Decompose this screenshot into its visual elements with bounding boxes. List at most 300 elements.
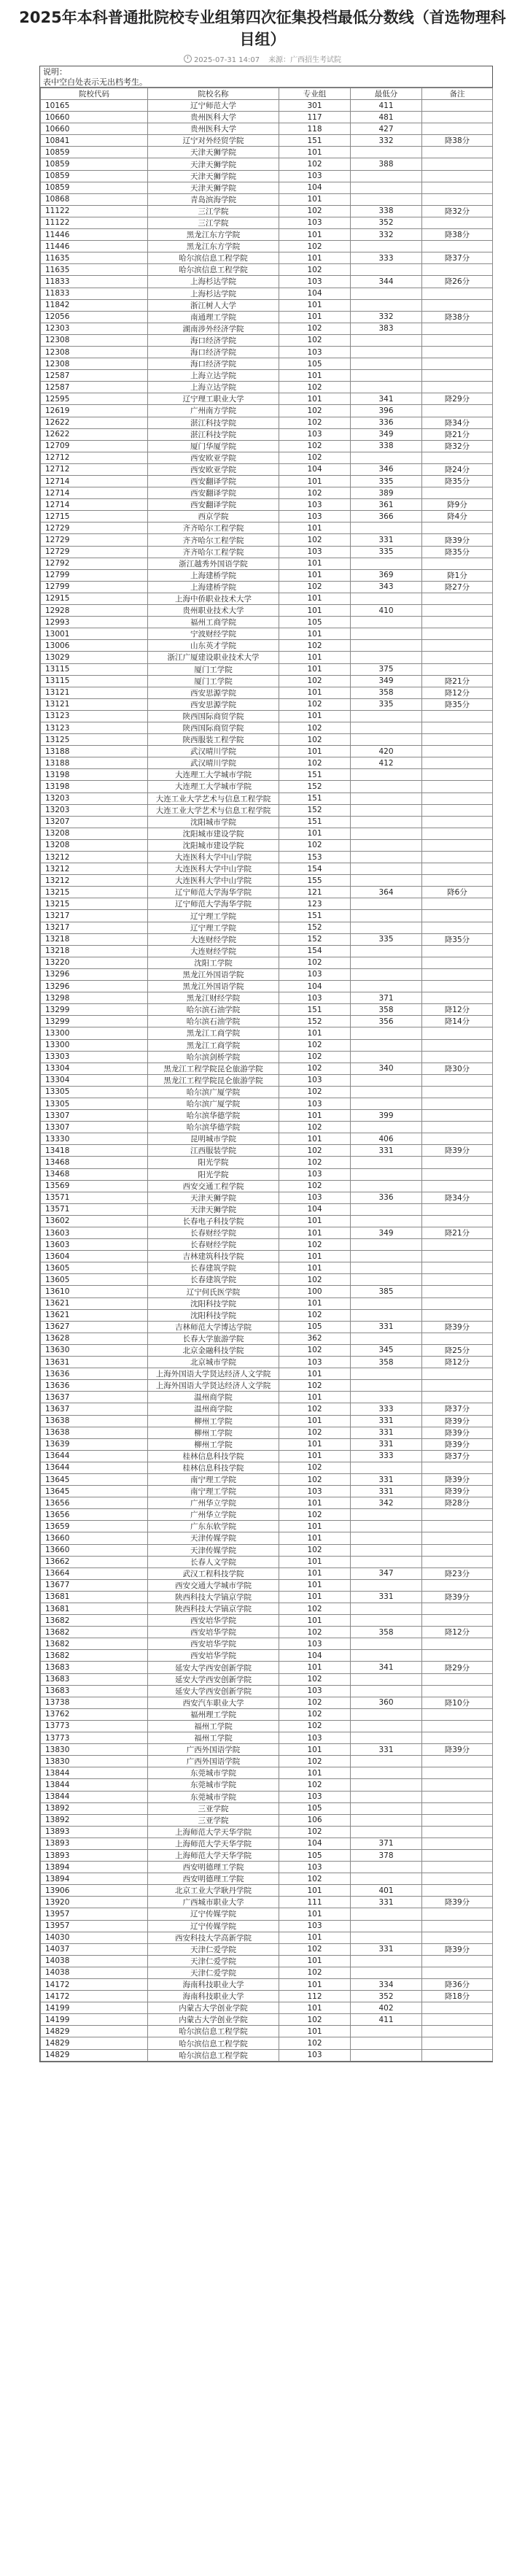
cell-name: 三亚学院 bbox=[148, 1802, 279, 1814]
table-row bbox=[41, 1591, 493, 1603]
cell-group: 105 bbox=[279, 1802, 351, 1814]
cell-group: 102 bbox=[279, 1544, 351, 1556]
cell-name: 三江学院 bbox=[148, 205, 279, 217]
table-row bbox=[41, 910, 493, 922]
cell-group: 101 bbox=[279, 147, 351, 158]
cell-code: 13299 bbox=[41, 1004, 148, 1016]
cell-remark bbox=[422, 1650, 493, 1662]
cell-name: 大连医科大学中山学院 bbox=[148, 852, 279, 863]
table-row bbox=[41, 1908, 493, 1920]
cell-name: 陕西科技大学镐京学院 bbox=[148, 1603, 279, 1615]
cell-remark: 降37分 bbox=[422, 1450, 493, 1462]
cell-score bbox=[351, 334, 422, 346]
cell-remark bbox=[422, 346, 493, 358]
cell-name: 黑龙江东方学院 bbox=[148, 229, 279, 241]
cell-code: 13762 bbox=[41, 1708, 148, 1720]
table-row bbox=[41, 1556, 493, 1567]
cell-remark: 降23分 bbox=[422, 1567, 493, 1579]
cell-remark: 降35分 bbox=[422, 933, 493, 945]
cell-group: 103 bbox=[279, 968, 351, 980]
cell-score bbox=[351, 370, 422, 382]
cell-remark bbox=[422, 922, 493, 933]
cell-remark bbox=[422, 487, 493, 499]
cell-remark bbox=[422, 147, 493, 158]
table-row bbox=[41, 2049, 493, 2061]
cell-code: 13677 bbox=[41, 1579, 148, 1591]
cell-group: 102 bbox=[279, 1967, 351, 1978]
cell-group: 102 bbox=[279, 487, 351, 499]
cell-group: 102 bbox=[279, 1462, 351, 1473]
cell-code: 13660 bbox=[41, 1544, 148, 1556]
cell-group: 102 bbox=[279, 1873, 351, 1885]
cell-code: 13844 bbox=[41, 1779, 148, 1791]
cell-score bbox=[351, 1556, 422, 1567]
cell-group: 102 bbox=[279, 534, 351, 546]
table-row bbox=[41, 1063, 493, 1074]
cell-group: 101 bbox=[279, 1591, 351, 1603]
cell-group: 103 bbox=[279, 1486, 351, 1497]
cell-group: 101 bbox=[279, 628, 351, 640]
cell-name: 北京金融科技学院 bbox=[148, 1344, 279, 1356]
cell-name: 长春建筑学院 bbox=[148, 1262, 279, 1274]
cell-score: 331 bbox=[351, 1473, 422, 1485]
cell-name: 黑龙江工程学院昆仑旅游学院 bbox=[148, 1063, 279, 1074]
cell-group: 102 bbox=[279, 1673, 351, 1685]
cell-score bbox=[351, 182, 422, 193]
cell-name: 大连医科大学中山学院 bbox=[148, 875, 279, 887]
table-row bbox=[41, 1403, 493, 1415]
cell-group: 112 bbox=[279, 1991, 351, 2002]
cell-remark bbox=[422, 898, 493, 910]
cell-code: 13220 bbox=[41, 957, 148, 968]
cell-code: 13773 bbox=[41, 1732, 148, 1744]
cell-group: 103 bbox=[279, 1862, 351, 1873]
table-row bbox=[41, 123, 493, 135]
cell-remark bbox=[422, 522, 493, 534]
cell-score bbox=[351, 898, 422, 910]
table-row bbox=[41, 346, 493, 358]
table-row bbox=[41, 452, 493, 463]
cell-code: 13682 bbox=[41, 1615, 148, 1627]
cell-code: 12712 bbox=[41, 452, 148, 463]
cell-score bbox=[351, 1826, 422, 1837]
cell-group: 104 bbox=[279, 182, 351, 193]
table-row bbox=[41, 1979, 493, 1991]
cell-name: 黑龙江外国语学院 bbox=[148, 968, 279, 980]
cell-group: 105 bbox=[279, 1321, 351, 1333]
cell-group: 102 bbox=[279, 839, 351, 851]
cell-score bbox=[351, 1802, 422, 1814]
table-row bbox=[41, 1791, 493, 1802]
table-row bbox=[41, 1897, 493, 1908]
cell-remark bbox=[422, 1333, 493, 1344]
cell-group: 154 bbox=[279, 863, 351, 875]
cell-score bbox=[351, 1708, 422, 1720]
cell-code: 14030 bbox=[41, 1932, 148, 1943]
cell-remark bbox=[422, 112, 493, 123]
cell-name: 上海师范大学天华学院 bbox=[148, 1849, 279, 1861]
cell-group: 154 bbox=[279, 945, 351, 957]
cell-remark bbox=[422, 605, 493, 617]
cell-remark bbox=[422, 1849, 493, 1861]
cell-group: 101 bbox=[279, 652, 351, 663]
cell-group: 102 bbox=[279, 1157, 351, 1168]
cell-name: 黑龙江东方学院 bbox=[148, 241, 279, 252]
cell-remark bbox=[422, 1532, 493, 1544]
table-row bbox=[41, 1415, 493, 1427]
cell-name: 天津仁爱学院 bbox=[148, 1967, 279, 1978]
cell-score bbox=[351, 1122, 422, 1133]
cell-remark: 降38分 bbox=[422, 311, 493, 323]
cell-name: 浙江树人大学 bbox=[148, 299, 279, 311]
cell-score: 375 bbox=[351, 663, 422, 675]
cell-score bbox=[351, 1685, 422, 1697]
cell-name: 哈尔滨剑桥学院 bbox=[148, 1051, 279, 1063]
table-row bbox=[41, 288, 493, 299]
cell-name: 哈尔滨华德学院 bbox=[148, 1110, 279, 1122]
cell-score: 427 bbox=[351, 123, 422, 135]
table-row bbox=[41, 1227, 493, 1239]
cell-score bbox=[351, 839, 422, 851]
table-row bbox=[41, 1521, 493, 1532]
cell-name: 陕西服装工程学院 bbox=[148, 734, 279, 746]
cell-group: 101 bbox=[279, 229, 351, 241]
cell-name: 延安大学西安创新学院 bbox=[148, 1673, 279, 1685]
table-row bbox=[41, 100, 493, 112]
cell-name: 辽宁传媒学院 bbox=[148, 1920, 279, 1932]
cell-score bbox=[351, 2037, 422, 2049]
cell-remark: 降35分 bbox=[422, 476, 493, 487]
cell-code: 12799 bbox=[41, 569, 148, 581]
cell-name: 三亚学院 bbox=[148, 1814, 279, 1826]
cell-group: 101 bbox=[279, 1979, 351, 1991]
cell-group: 101 bbox=[279, 569, 351, 581]
cell-group: 102 bbox=[279, 640, 351, 652]
cell-name: 西安交通大学城市学院 bbox=[148, 1579, 279, 1591]
cell-score: 346 bbox=[351, 463, 422, 475]
cell-score bbox=[351, 734, 422, 746]
cell-score: 336 bbox=[351, 417, 422, 428]
table-row bbox=[41, 1110, 493, 1122]
cell-name: 大连财经学院 bbox=[148, 933, 279, 945]
cell-score: 332 bbox=[351, 229, 422, 241]
cell-score bbox=[351, 1615, 422, 1627]
table-row bbox=[41, 1532, 493, 1544]
cell-score bbox=[351, 957, 422, 968]
cell-code: 13621 bbox=[41, 1297, 148, 1309]
cell-group: 118 bbox=[279, 123, 351, 135]
table-row bbox=[41, 1544, 493, 1556]
cell-score bbox=[351, 1920, 422, 1932]
cell-score: 331 bbox=[351, 1438, 422, 1450]
cell-group: 102 bbox=[279, 1274, 351, 1286]
cell-name: 辽宁理工学院 bbox=[148, 910, 279, 922]
cell-remark bbox=[422, 1051, 493, 1063]
cell-score bbox=[351, 558, 422, 569]
cell-remark bbox=[422, 2037, 493, 2049]
cell-group: 301 bbox=[279, 100, 351, 112]
cell-remark bbox=[422, 1615, 493, 1627]
cell-name: 长春建筑学院 bbox=[148, 1274, 279, 1286]
cell-name: 哈尔滨石油学院 bbox=[148, 1016, 279, 1027]
cell-remark bbox=[422, 1791, 493, 1802]
cell-code: 12915 bbox=[41, 593, 148, 604]
cell-name: 海口经济学院 bbox=[148, 346, 279, 358]
cell-name: 宁波财经学院 bbox=[148, 628, 279, 640]
cell-code: 13628 bbox=[41, 1333, 148, 1344]
table-row bbox=[41, 1662, 493, 1673]
cell-code: 13892 bbox=[41, 1802, 148, 1814]
cell-score: 481 bbox=[351, 112, 422, 123]
cell-name: 西安交通工程学院 bbox=[148, 1180, 279, 1192]
cell-score: 364 bbox=[351, 887, 422, 898]
cell-score: 336 bbox=[351, 1192, 422, 1203]
cell-group: 103 bbox=[279, 1192, 351, 1203]
cell-group: 102 bbox=[279, 264, 351, 276]
cell-score: 356 bbox=[351, 1016, 422, 1027]
cell-group: 103 bbox=[279, 1791, 351, 1802]
cell-code: 13121 bbox=[41, 687, 148, 698]
clock-icon bbox=[184, 55, 192, 63]
table-row bbox=[41, 769, 493, 781]
cell-name: 广西城市职业大学 bbox=[148, 1897, 279, 1908]
cell-score bbox=[351, 828, 422, 839]
cell-score bbox=[351, 1180, 422, 1192]
cell-group: 103 bbox=[279, 1357, 351, 1368]
cell-group: 103 bbox=[279, 346, 351, 358]
cell-group: 151 bbox=[279, 910, 351, 922]
cell-score: 334 bbox=[351, 1979, 422, 1991]
cell-score bbox=[351, 1333, 422, 1344]
table-row bbox=[41, 1744, 493, 1756]
cell-score: 333 bbox=[351, 1450, 422, 1462]
cell-score bbox=[351, 193, 422, 205]
cell-code: 13123 bbox=[41, 722, 148, 733]
cell-code: 13305 bbox=[41, 1086, 148, 1098]
cell-group: 101 bbox=[279, 1133, 351, 1145]
cell-remark bbox=[422, 1509, 493, 1521]
cell-score bbox=[351, 1791, 422, 1802]
cell-group: 103 bbox=[279, 546, 351, 558]
cell-name: 内蒙古大学创业学院 bbox=[148, 2014, 279, 2026]
table-row bbox=[41, 1380, 493, 1392]
cell-code: 14038 bbox=[41, 1967, 148, 1978]
cell-name: 大连工业大学艺术与信息工程学院 bbox=[148, 804, 279, 816]
cell-name: 浙江越秀外国语学院 bbox=[148, 558, 279, 569]
cell-remark bbox=[422, 1157, 493, 1168]
cell-score bbox=[351, 452, 422, 463]
cell-code: 10660 bbox=[41, 123, 148, 135]
cell-score: 340 bbox=[351, 1063, 422, 1074]
cell-group: 101 bbox=[279, 311, 351, 323]
cell-group: 103 bbox=[279, 511, 351, 522]
table-row bbox=[41, 722, 493, 733]
cell-score: 396 bbox=[351, 405, 422, 417]
cell-score: 347 bbox=[351, 1567, 422, 1579]
cell-name: 上海外国语大学贤达经济人文学院 bbox=[148, 1380, 279, 1392]
cell-remark: 降35分 bbox=[422, 698, 493, 710]
cell-score: 402 bbox=[351, 2002, 422, 2014]
cell-remark: 降27分 bbox=[422, 581, 493, 593]
table-row bbox=[41, 1086, 493, 1098]
table-row bbox=[41, 605, 493, 617]
cell-group: 102 bbox=[279, 1943, 351, 1955]
cell-name: 柳州工学院 bbox=[148, 1415, 279, 1427]
cell-code: 13957 bbox=[41, 1908, 148, 1920]
cell-remark bbox=[422, 123, 493, 135]
cell-score bbox=[351, 382, 422, 393]
cell-code: 13418 bbox=[41, 1145, 148, 1157]
cell-group: 155 bbox=[279, 875, 351, 887]
table-row bbox=[41, 1180, 493, 1192]
cell-group: 102 bbox=[279, 440, 351, 452]
cell-code: 10859 bbox=[41, 170, 148, 182]
cell-name: 西安明德理工学院 bbox=[148, 1862, 279, 1873]
cell-score bbox=[351, 593, 422, 604]
cell-score bbox=[351, 1215, 422, 1227]
cell-name: 东莞城市学院 bbox=[148, 1779, 279, 1791]
cell-remark bbox=[422, 370, 493, 382]
cell-score: 331 bbox=[351, 534, 422, 546]
cell-score bbox=[351, 1462, 422, 1473]
cell-name: 西安思源学院 bbox=[148, 698, 279, 710]
cell-group: 102 bbox=[279, 1826, 351, 1837]
table-row bbox=[41, 147, 493, 158]
cell-group: 102 bbox=[279, 158, 351, 170]
cell-remark bbox=[422, 628, 493, 640]
cell-score bbox=[351, 981, 422, 992]
cell-remark bbox=[422, 1767, 493, 1779]
cell-group: 102 bbox=[279, 1086, 351, 1098]
cell-group: 103 bbox=[279, 1074, 351, 1086]
score-table-container bbox=[39, 66, 493, 2062]
table-row bbox=[41, 1251, 493, 1262]
cell-group: 102 bbox=[279, 1603, 351, 1615]
cell-group: 101 bbox=[279, 1497, 351, 1509]
cell-group: 102 bbox=[279, 2014, 351, 2026]
table-row bbox=[41, 804, 493, 816]
cell-score bbox=[351, 1638, 422, 1650]
cell-score bbox=[351, 1720, 422, 1732]
cell-code: 13894 bbox=[41, 1862, 148, 1873]
cell-name: 广西外国语学院 bbox=[148, 1744, 279, 1756]
cell-group: 102 bbox=[279, 1509, 351, 1521]
cell-group: 103 bbox=[279, 1098, 351, 1109]
cell-score bbox=[351, 1309, 422, 1321]
table-row bbox=[41, 852, 493, 863]
table-row bbox=[41, 2002, 493, 2014]
table-row bbox=[41, 1885, 493, 1897]
cell-group: 101 bbox=[279, 476, 351, 487]
cell-code: 13207 bbox=[41, 816, 148, 828]
cell-score bbox=[351, 1051, 422, 1063]
cell-group: 106 bbox=[279, 1814, 351, 1826]
cell-code: 12714 bbox=[41, 499, 148, 511]
cell-group: 104 bbox=[279, 1837, 351, 1849]
table-row bbox=[41, 1708, 493, 1720]
table-row bbox=[41, 922, 493, 933]
cell-remark bbox=[422, 1837, 493, 1849]
cell-code: 13603 bbox=[41, 1239, 148, 1251]
cell-name: 福州工学院 bbox=[148, 1720, 279, 1732]
cell-code: 13303 bbox=[41, 1051, 148, 1063]
cell-score bbox=[351, 922, 422, 933]
cell-remark: 降39分 bbox=[422, 1321, 493, 1333]
cell-group: 102 bbox=[279, 1779, 351, 1791]
cell-name: 西安培华学院 bbox=[148, 1650, 279, 1662]
cell-code: 14038 bbox=[41, 1955, 148, 1967]
cell-score bbox=[351, 816, 422, 828]
cell-group: 102 bbox=[279, 1051, 351, 1063]
cell-name: 西安翻译学院 bbox=[148, 487, 279, 499]
table-row bbox=[41, 1039, 493, 1051]
cell-remark: 降39分 bbox=[422, 1473, 493, 1485]
cell-score bbox=[351, 358, 422, 370]
cell-name: 南宁理工学院 bbox=[148, 1486, 279, 1497]
cell-score bbox=[351, 1392, 422, 1403]
cell-code: 13212 bbox=[41, 875, 148, 887]
table-row bbox=[41, 757, 493, 769]
cell-score bbox=[351, 1098, 422, 1109]
cell-name: 湖南涉外经济学院 bbox=[148, 323, 279, 334]
table-row bbox=[41, 816, 493, 828]
cell-remark: 降36分 bbox=[422, 1979, 493, 1991]
cell-name: 海南科技职业大学 bbox=[148, 1991, 279, 2002]
cell-code: 12587 bbox=[41, 370, 148, 382]
cell-score bbox=[351, 628, 422, 640]
cell-name: 山东英才学院 bbox=[148, 640, 279, 652]
cell-group: 101 bbox=[279, 370, 351, 382]
table-row bbox=[41, 546, 493, 558]
cell-remark bbox=[422, 193, 493, 205]
cell-code: 13644 bbox=[41, 1450, 148, 1462]
table-row bbox=[41, 1967, 493, 1978]
cell-name: 黑龙江工商学院 bbox=[148, 1027, 279, 1039]
cell-code: 13682 bbox=[41, 1638, 148, 1650]
cell-code: 12587 bbox=[41, 382, 148, 393]
cell-name: 西安明德理工学院 bbox=[148, 1873, 279, 1885]
cell-name: 齐齐哈尔工程学院 bbox=[148, 522, 279, 534]
table-row bbox=[41, 839, 493, 851]
table-row bbox=[41, 499, 493, 511]
table-row bbox=[41, 1098, 493, 1109]
cell-score bbox=[351, 781, 422, 793]
cell-name: 天津天狮学院 bbox=[148, 147, 279, 158]
table-row bbox=[41, 781, 493, 793]
table-row bbox=[41, 534, 493, 546]
cell-group: 101 bbox=[279, 687, 351, 698]
cell-score: 411 bbox=[351, 100, 422, 112]
cell-name: 广东东软学院 bbox=[148, 1521, 279, 1532]
table-row bbox=[41, 1862, 493, 1873]
cell-code: 13683 bbox=[41, 1673, 148, 1685]
cell-remark: 降39分 bbox=[422, 1438, 493, 1450]
cell-code: 13893 bbox=[41, 1837, 148, 1849]
cell-remark bbox=[422, 2002, 493, 2014]
cell-remark bbox=[422, 100, 493, 112]
cell-group: 101 bbox=[279, 1110, 351, 1122]
cell-remark bbox=[422, 663, 493, 675]
column-header-name: 院校名称 bbox=[148, 88, 279, 100]
cell-score: 420 bbox=[351, 746, 422, 757]
cell-name: 陕西科技大学镐京学院 bbox=[148, 1591, 279, 1603]
table-row bbox=[41, 1262, 493, 1274]
cell-score: 331 bbox=[351, 1321, 422, 1333]
cell-name: 齐齐哈尔工程学院 bbox=[148, 546, 279, 558]
cell-group: 102 bbox=[279, 957, 351, 968]
cell-group: 152 bbox=[279, 804, 351, 816]
cell-name: 海口经济学院 bbox=[148, 334, 279, 346]
